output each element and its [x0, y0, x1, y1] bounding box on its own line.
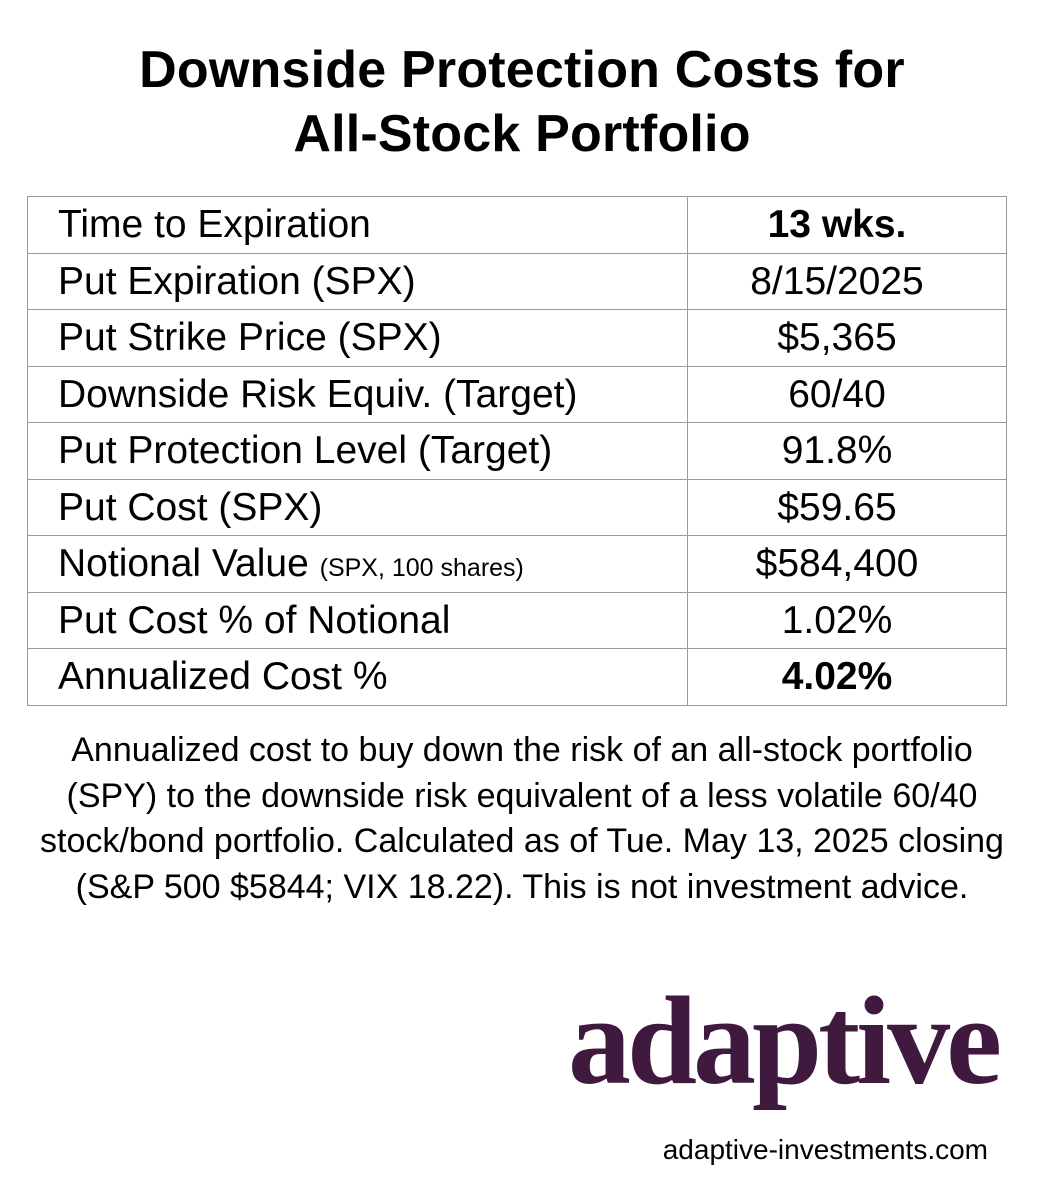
table-row	[28, 197, 1007, 254]
table-row	[28, 479, 1007, 536]
table-row	[28, 423, 1007, 480]
protection-costs-table	[27, 196, 1007, 706]
table-row	[28, 649, 1007, 706]
row-value: 91.8%	[688, 423, 1007, 480]
page-title	[0, 38, 1044, 166]
row-label: Put Cost % of Notional	[28, 592, 688, 649]
row-label-text: Notional Value	[58, 542, 309, 586]
table-row	[28, 592, 1007, 649]
row-value: 4.02%	[688, 649, 1007, 706]
row-value: $584,400	[688, 536, 1007, 593]
row-value: $5,365	[688, 310, 1007, 367]
table-row	[28, 366, 1007, 423]
row-label: Downside Risk Equiv. (Target)	[28, 366, 688, 423]
disclaimer-note: Annualized cost to buy down the risk of an all-stock portfolio (SPY) to the downside risk equivalent of a less volatile 60/40 stock/bond portfolio. Calculated as of Tue. May 13, 2025 closing (S&P 500 $5844; VIX 18.22). This is not investment advice.	[40, 731, 1004, 906]
title-line-1: Downside Protection Costs for	[139, 41, 905, 99]
row-label: Annualized Cost %	[28, 649, 688, 706]
website-url: adaptive-investments.com	[662, 1134, 988, 1165]
row-value: 60/40	[688, 366, 1007, 423]
row-value: 8/15/2025	[688, 253, 1007, 310]
row-value: 1.02%	[688, 592, 1007, 649]
row-label-note: (SPX, 100 shares)	[319, 554, 524, 583]
table-row	[28, 310, 1007, 367]
row-label: Time to Expiration	[28, 197, 688, 254]
row-label: Put Cost (SPX)	[28, 479, 688, 536]
row-label: Put Strike Price (SPX)	[28, 310, 688, 367]
row-value: $59.65	[688, 479, 1007, 536]
table-row	[28, 253, 1007, 310]
adaptive-logo: adaptive	[567, 972, 998, 1111]
row-label: Put Protection Level (Target)	[28, 423, 688, 480]
table-row	[28, 536, 1007, 593]
row-label	[28, 536, 688, 593]
row-value: 13 wks.	[688, 197, 1007, 254]
title-line-2: All-Stock Portfolio	[293, 105, 751, 163]
row-label: Put Expiration (SPX)	[28, 253, 688, 310]
